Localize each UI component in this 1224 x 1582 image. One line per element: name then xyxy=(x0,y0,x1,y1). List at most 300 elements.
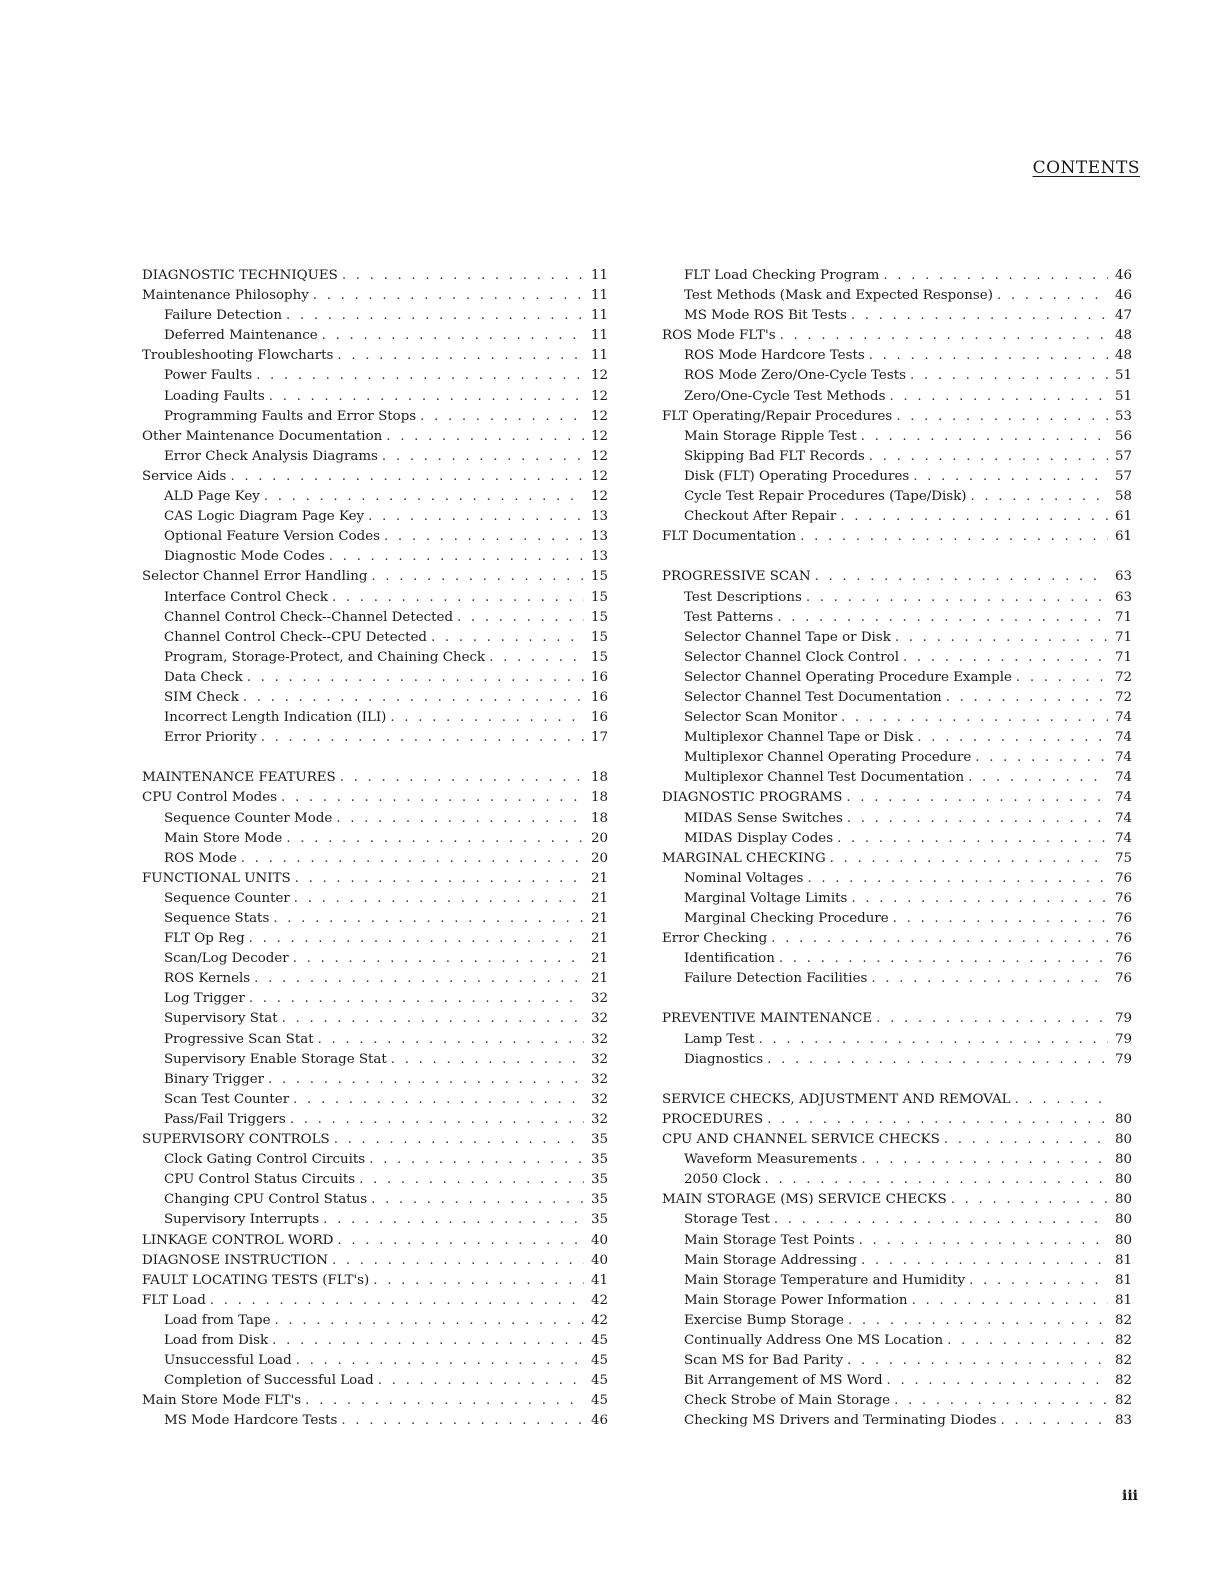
toc-entry-page: 72 xyxy=(1114,689,1132,705)
toc-entry[interactable] xyxy=(142,489,608,509)
toc-entry-page: 21 xyxy=(590,931,608,947)
toc-entry[interactable] xyxy=(662,1233,1132,1253)
toc-entry-title: Changing CPU Control Status xyxy=(164,1192,368,1208)
dot-leader xyxy=(330,1132,584,1147)
dot-leader xyxy=(966,489,1108,504)
toc-entry[interactable] xyxy=(142,971,608,991)
toc-entry-page: 21 xyxy=(590,971,608,987)
toc-entry-page: 32 xyxy=(590,1091,608,1107)
toc-entry-page: 21 xyxy=(590,951,608,967)
toc-entry-title: Sequence Counter xyxy=(164,890,290,906)
toc-entry[interactable] xyxy=(662,851,1132,871)
toc-entry-page: 79 xyxy=(1114,1011,1132,1027)
toc-entry[interactable] xyxy=(142,610,608,630)
toc-entry-page: 80 xyxy=(1114,1172,1132,1188)
toc-entry[interactable] xyxy=(142,670,608,690)
toc-entry-title: Data Check xyxy=(164,669,243,685)
toc-entry[interactable] xyxy=(142,690,608,710)
toc-entry[interactable] xyxy=(142,1112,608,1132)
toc-entry-page: 76 xyxy=(1114,951,1132,967)
toc-entry[interactable] xyxy=(662,650,1132,670)
toc-entry-title: ROS Mode Zero/One-Cycle Tests xyxy=(684,368,906,384)
toc-entry-page: 80 xyxy=(1114,1232,1132,1248)
toc-entry-title: Scan Test Counter xyxy=(164,1091,290,1107)
toc-entry-title: Troubleshooting Flowcharts xyxy=(142,348,334,364)
toc-entry[interactable] xyxy=(662,911,1132,931)
toc-entry[interactable] xyxy=(142,348,608,368)
toc-entry-title: Pass/Fail Triggers xyxy=(164,1111,286,1127)
toc-entry-title: Deferred Maintenance xyxy=(164,328,318,344)
toc-entry[interactable] xyxy=(142,911,608,931)
toc-entry[interactable] xyxy=(142,409,608,429)
toc-entry-page: 82 xyxy=(1114,1373,1132,1389)
toc-entry[interactable] xyxy=(662,630,1132,650)
toc-entry-page: 74 xyxy=(1114,770,1132,786)
toc-entry[interactable] xyxy=(662,1253,1132,1273)
toc-entry[interactable] xyxy=(142,1333,608,1353)
toc-entry[interactable] xyxy=(142,790,608,810)
toc-entry-page: 76 xyxy=(1114,911,1132,926)
dot-leader xyxy=(754,1032,1108,1047)
toc-entry-page: 42 xyxy=(590,1292,608,1308)
dot-leader xyxy=(374,1373,584,1388)
toc-entry[interactable] xyxy=(142,1132,608,1152)
toc-entry[interactable] xyxy=(142,1032,608,1052)
toc-entry-title: Multiplexor Channel Test Documentation xyxy=(684,770,965,786)
dot-leader xyxy=(803,871,1108,886)
dot-leader xyxy=(416,409,584,424)
toc-entry-title: ROS Kernels xyxy=(164,971,251,987)
toc-entry[interactable] xyxy=(662,1353,1132,1373)
toc-entry-title: Main Storage Ripple Test xyxy=(684,428,857,444)
toc-entry-page: 11 xyxy=(590,288,608,304)
toc-entry-page: 40 xyxy=(590,1252,608,1268)
dot-leader xyxy=(365,1152,584,1167)
toc-entry-page: 12 xyxy=(590,489,608,505)
toc-left-column xyxy=(142,268,608,1433)
toc-entry-title: Interface Control Check xyxy=(164,589,328,605)
dot-leader xyxy=(796,529,1108,544)
dot-leader xyxy=(301,1393,584,1408)
toc-entry[interactable] xyxy=(142,1393,608,1413)
toc-entry-title: Continually Address One MS Location xyxy=(684,1332,944,1348)
toc-entry[interactable] xyxy=(662,409,1132,429)
toc-entry-title: Checking MS Drivers and Terminating Diodes xyxy=(684,1413,997,1429)
toc-entry-title: Failure Detection Facilities xyxy=(684,971,868,987)
toc-entry-page: 76 xyxy=(1114,931,1132,947)
toc-entry[interactable] xyxy=(142,1172,608,1192)
toc-entry[interactable] xyxy=(662,770,1132,790)
dot-leader xyxy=(332,811,584,826)
toc-entry[interactable] xyxy=(142,650,608,670)
dot-leader xyxy=(264,1072,584,1087)
toc-entry[interactable] xyxy=(662,831,1132,851)
toc-entry[interactable] xyxy=(662,951,1132,971)
toc-entry[interactable] xyxy=(142,1052,608,1072)
toc-entry[interactable] xyxy=(142,851,608,871)
toc-entry-title: CPU AND CHANNEL SERVICE CHECKS xyxy=(662,1132,940,1148)
toc-entry-page: 74 xyxy=(1114,750,1132,766)
toc-entry-page: 20 xyxy=(590,850,608,866)
toc-entry[interactable] xyxy=(142,1092,608,1112)
toc-entry-title: Main Storage Temperature and Humidity xyxy=(684,1272,966,1288)
toc-entry-title: Selector Channel Clock Control xyxy=(684,649,899,665)
toc-entry-title: PROCEDURES xyxy=(662,1111,764,1127)
toc-entry[interactable] xyxy=(142,449,608,469)
dot-leader xyxy=(865,449,1108,464)
toc-entry-title: Selector Channel Operating Procedure Example xyxy=(684,669,1012,685)
dot-leader xyxy=(309,288,584,303)
toc-entry-page: 15 xyxy=(590,589,608,605)
toc-entry-page: 71 xyxy=(1114,649,1132,665)
toc-entry[interactable] xyxy=(142,1353,608,1373)
dot-leader xyxy=(453,610,584,625)
toc-entry-title: Storage Test xyxy=(684,1212,770,1228)
toc-entry[interactable] xyxy=(142,951,608,971)
toc-entry[interactable] xyxy=(142,1233,608,1253)
toc-entry[interactable] xyxy=(142,770,608,790)
toc-entry[interactable] xyxy=(142,1293,608,1313)
dot-leader xyxy=(867,971,1108,986)
toc-entry-title: Main Storage Addressing xyxy=(684,1252,857,1268)
toc-entry[interactable] xyxy=(662,1032,1132,1052)
toc-entry[interactable] xyxy=(142,931,608,951)
dot-leader xyxy=(252,368,584,383)
toc-entry-title: Checkout After Repair xyxy=(684,509,837,525)
toc-entry-title: Check Strobe of Main Storage xyxy=(684,1393,891,1409)
dot-leader xyxy=(833,831,1108,846)
dot-leader xyxy=(826,851,1108,866)
dot-leader xyxy=(250,971,584,986)
dot-leader xyxy=(333,348,584,363)
toc-entry[interactable] xyxy=(142,891,608,911)
toc-entry-title: Sequence Counter Mode xyxy=(164,810,333,826)
toc-entry-title: MS Mode Hardcore Tests xyxy=(164,1413,338,1429)
toc-entry-title: Multiplexor Channel Operating Procedure xyxy=(684,750,972,766)
toc-entry[interactable] xyxy=(662,1313,1132,1333)
dot-leader xyxy=(271,1313,584,1328)
toc-entry-title: Bit Arrangement of MS Word xyxy=(684,1373,883,1389)
dot-leader xyxy=(837,710,1108,725)
toc-entry-page: 32 xyxy=(590,1031,608,1047)
toc-entry[interactable] xyxy=(142,1313,608,1333)
toc-entry[interactable] xyxy=(142,630,608,650)
toc-entry-title: Maintenance Philosophy xyxy=(142,288,309,304)
toc-entry-title: CPU Control Status Circuits xyxy=(164,1172,356,1188)
dot-leader xyxy=(775,951,1108,966)
toc-entry-title: MS Mode ROS Bit Tests xyxy=(684,308,847,324)
toc-entry[interactable] xyxy=(662,1212,1132,1232)
toc-entry[interactable] xyxy=(142,549,608,569)
toc-entry[interactable] xyxy=(662,670,1132,690)
toc-entry-page: 48 xyxy=(1114,328,1132,344)
toc-entry-page: 35 xyxy=(590,1132,608,1148)
toc-entry[interactable] xyxy=(142,1413,608,1433)
dot-leader xyxy=(318,328,584,343)
toc-entry[interactable] xyxy=(662,1132,1132,1152)
dot-leader xyxy=(802,590,1108,605)
toc-entry-page: 80 xyxy=(1114,1152,1132,1168)
toc-entry[interactable] xyxy=(662,690,1132,710)
toc-entry[interactable] xyxy=(662,1112,1132,1132)
toc-entry-page: 35 xyxy=(590,1152,608,1168)
dot-leader xyxy=(226,469,584,484)
toc-entry-page: 80 xyxy=(1114,1132,1132,1148)
toc-entry-page: 13 xyxy=(590,549,608,565)
toc-entry[interactable] xyxy=(142,429,608,449)
toc-entry-page: 45 xyxy=(590,1373,608,1389)
toc-entry[interactable] xyxy=(142,1273,608,1293)
dot-leader xyxy=(382,429,584,444)
toc-entry[interactable] xyxy=(662,871,1132,891)
page-number: iii xyxy=(1122,1488,1138,1504)
dot-leader xyxy=(290,891,584,906)
toc-entry-title: Error Checking xyxy=(662,931,768,947)
toc-entry[interactable] xyxy=(142,368,608,388)
toc-entry-title: Load from Tape xyxy=(164,1312,271,1328)
toc-entry[interactable] xyxy=(662,1373,1132,1393)
dot-leader xyxy=(843,1353,1108,1368)
toc-entry[interactable] xyxy=(662,348,1132,368)
toc-entry-title: ROS Mode Hardcore Tests xyxy=(684,348,865,364)
toc-entry-title: CAS Logic Diagram Page Key xyxy=(164,509,365,525)
toc-entry[interactable] xyxy=(662,971,1132,991)
toc-entry[interactable] xyxy=(662,469,1132,489)
toc-entry[interactable] xyxy=(662,610,1132,630)
toc-entry[interactable] xyxy=(662,569,1132,589)
toc-entry[interactable] xyxy=(662,1092,1132,1112)
toc-entry-page: 15 xyxy=(590,609,608,625)
dot-leader xyxy=(260,489,584,504)
dot-leader xyxy=(899,650,1108,665)
toc-entry-title: Multiplexor Channel Tape or Disk xyxy=(684,730,914,746)
toc-entry-title: Loading Faults xyxy=(164,388,265,404)
toc-entry-title: FLT Operating/Repair Procedures xyxy=(662,408,893,424)
toc-entry-page: 58 xyxy=(1114,489,1132,505)
toc-entry[interactable] xyxy=(142,529,608,549)
toc-entry[interactable] xyxy=(662,368,1132,388)
toc-entry-title: FLT Load Checking Program xyxy=(684,268,880,283)
toc-entry[interactable] xyxy=(662,790,1132,810)
dot-leader xyxy=(842,790,1108,805)
toc-entry-page: 45 xyxy=(590,1393,608,1409)
toc-entry[interactable] xyxy=(142,1212,608,1232)
toc-entry-title: Diagnostics xyxy=(684,1051,764,1067)
dot-leader xyxy=(367,1192,584,1207)
toc-entry-page: 12 xyxy=(590,388,608,404)
toc-entry-page: 81 xyxy=(1114,1272,1132,1288)
toc-entry[interactable] xyxy=(142,811,608,831)
toc-entry[interactable] xyxy=(142,308,608,328)
toc-entry-title: Other Maintenance Documentation xyxy=(142,428,383,444)
toc-entry[interactable] xyxy=(662,1293,1132,1313)
toc-entry-page: 42 xyxy=(590,1312,608,1328)
dot-leader xyxy=(328,1253,584,1268)
toc-entry[interactable] xyxy=(662,1413,1132,1433)
toc-entry-title: DIAGNOSE INSTRUCTION xyxy=(142,1252,328,1268)
toc-entry-title: Error Check Analysis Diagrams xyxy=(164,448,378,464)
toc-entry-title: Error Priority xyxy=(164,730,257,746)
toc-entry-title: FLT Documentation xyxy=(662,529,797,545)
toc-entry[interactable] xyxy=(662,429,1132,449)
toc-entry-title: Clock Gating Control Circuits xyxy=(164,1152,366,1168)
dot-leader xyxy=(380,529,584,544)
dot-leader xyxy=(277,790,584,805)
toc-entry-title: FAULT LOCATING TESTS (FLT's) xyxy=(142,1272,370,1288)
dot-leader xyxy=(847,308,1108,323)
toc-entry[interactable] xyxy=(142,1373,608,1393)
toc-entry[interactable] xyxy=(142,831,608,851)
toc-entry-page: 63 xyxy=(1114,569,1132,585)
toc-entry[interactable] xyxy=(142,569,608,589)
toc-entry-page: 80 xyxy=(1114,1212,1132,1228)
toc-entry[interactable] xyxy=(662,710,1132,730)
toc-entry[interactable] xyxy=(142,1011,608,1031)
dot-leader xyxy=(855,1233,1108,1248)
toc-entry-page: 80 xyxy=(1114,1111,1132,1127)
toc-entry-title: Cycle Test Repair Procedures (Tape/Disk) xyxy=(684,489,967,505)
toc-entry[interactable] xyxy=(662,268,1132,288)
toc-entry[interactable] xyxy=(142,871,608,891)
toc-entry-page: 11 xyxy=(590,268,608,283)
dot-leader xyxy=(883,1373,1108,1388)
toc-entry[interactable] xyxy=(142,469,608,489)
toc-entry[interactable] xyxy=(142,268,608,288)
toc-entry-title: FLT Op Reg xyxy=(164,931,245,947)
toc-entry[interactable] xyxy=(662,811,1132,831)
toc-entry-page: 45 xyxy=(590,1353,608,1369)
toc-entry[interactable] xyxy=(662,1011,1132,1031)
toc-entry-page: 79 xyxy=(1114,1051,1132,1067)
toc-entry[interactable] xyxy=(142,328,608,348)
toc-entry-title: Zero/One-Cycle Test Methods xyxy=(684,388,886,404)
dot-leader xyxy=(286,1112,584,1127)
dot-leader xyxy=(369,1273,584,1288)
toc-entry[interactable] xyxy=(662,1052,1132,1072)
toc-entry[interactable] xyxy=(662,489,1132,509)
dot-leader xyxy=(314,1032,584,1047)
toc-entry[interactable] xyxy=(142,730,608,750)
toc-entry-title: CPU Control Modes xyxy=(142,790,278,806)
toc-entry-title: Main Store Mode xyxy=(164,830,283,846)
toc-entry[interactable] xyxy=(662,1333,1132,1353)
toc-entry[interactable] xyxy=(662,590,1132,610)
dot-leader xyxy=(319,1212,584,1227)
toc-entry-page: 61 xyxy=(1114,529,1132,545)
toc-entry[interactable] xyxy=(662,931,1132,951)
toc-entry[interactable] xyxy=(142,1253,608,1273)
toc-entry[interactable] xyxy=(662,1172,1132,1192)
toc-entry-page: 74 xyxy=(1114,810,1132,826)
dot-leader xyxy=(997,1413,1108,1428)
toc-entry-title: Completion of Successful Load xyxy=(164,1373,374,1389)
toc-spacer xyxy=(662,1072,1132,1092)
toc-entry[interactable] xyxy=(662,1192,1132,1212)
toc-entry[interactable] xyxy=(662,449,1132,469)
toc-entry-page: 46 xyxy=(590,1413,608,1429)
dot-leader xyxy=(889,911,1108,926)
toc-entry-title: Waveform Measurements xyxy=(684,1152,858,1168)
dot-leader xyxy=(289,1092,584,1107)
toc-entry-title: MIDAS Sense Switches xyxy=(684,810,843,826)
toc-entry[interactable] xyxy=(662,1273,1132,1293)
dot-leader xyxy=(237,851,584,866)
toc-entry[interactable] xyxy=(142,288,608,308)
toc-entry[interactable] xyxy=(662,730,1132,750)
dot-leader xyxy=(971,750,1108,765)
toc-entry[interactable] xyxy=(142,590,608,610)
toc-entry[interactable] xyxy=(142,1152,608,1172)
dot-leader xyxy=(378,449,584,464)
toc-entry[interactable] xyxy=(662,288,1132,308)
dot-leader xyxy=(965,1273,1108,1288)
dot-leader xyxy=(857,1253,1108,1268)
toc-entry-page: 71 xyxy=(1114,609,1132,625)
toc-entry-title: SUPERVISORY CONTROLS xyxy=(142,1132,330,1148)
toc-entry-title: Scan MS for Bad Parity xyxy=(684,1353,844,1369)
dot-leader xyxy=(257,730,584,745)
toc-entry-page: 21 xyxy=(590,870,608,886)
dot-leader xyxy=(291,871,584,886)
dot-leader xyxy=(773,610,1108,625)
dot-leader xyxy=(485,650,584,665)
toc-entry[interactable] xyxy=(662,1152,1132,1172)
dot-leader xyxy=(282,831,584,846)
dot-leader xyxy=(386,710,584,725)
toc-entry-page: 41 xyxy=(590,1272,608,1288)
toc-entry-page: 11 xyxy=(590,328,608,344)
dot-leader xyxy=(776,328,1108,343)
toc-entry-page: 71 xyxy=(1114,629,1132,645)
dot-leader xyxy=(836,509,1108,524)
toc-entry[interactable] xyxy=(662,308,1132,328)
toc-entry-title: Disk (FLT) Operating Procedures xyxy=(684,468,910,484)
toc-entry[interactable] xyxy=(142,1192,608,1212)
toc-spacer xyxy=(662,991,1132,1011)
toc-entry-title: Load from Disk xyxy=(164,1332,269,1348)
toc-entry-title: Main Storage Test Points xyxy=(684,1232,855,1248)
dot-leader xyxy=(1012,670,1108,685)
toc-entry-page: 12 xyxy=(590,468,608,484)
toc-entry[interactable] xyxy=(662,529,1132,549)
toc-entry[interactable] xyxy=(142,710,608,730)
toc-entry-title: SIM Check xyxy=(164,689,239,705)
toc-entry[interactable] xyxy=(142,389,608,409)
toc-entry[interactable] xyxy=(662,509,1132,529)
toc-entry-page: 35 xyxy=(590,1192,608,1208)
dot-leader xyxy=(892,409,1108,424)
toc-entry[interactable] xyxy=(662,891,1132,911)
toc-entry[interactable] xyxy=(142,991,608,1011)
toc-entry-title: Incorrect Length Indication (ILI) xyxy=(164,710,387,726)
dot-leader xyxy=(245,931,584,946)
toc-entry-title: Selector Channel Tape or Disk xyxy=(684,629,891,645)
toc-entry-page: 63 xyxy=(1114,589,1132,605)
toc-entry[interactable] xyxy=(662,1393,1132,1413)
dot-leader xyxy=(269,911,584,926)
toc-entry-page: 81 xyxy=(1114,1252,1132,1268)
toc-entry[interactable] xyxy=(662,389,1132,409)
toc-entry[interactable] xyxy=(142,509,608,529)
dot-leader xyxy=(891,630,1108,645)
toc-entry-page: 74 xyxy=(1114,790,1132,806)
dot-leader xyxy=(761,1172,1108,1187)
toc-entry-title: Supervisory Stat xyxy=(164,1011,278,1027)
toc-entry[interactable] xyxy=(142,1072,608,1092)
toc-entry-page: 57 xyxy=(1114,448,1132,464)
toc-entry[interactable] xyxy=(662,328,1132,348)
toc-entry[interactable] xyxy=(662,750,1132,770)
